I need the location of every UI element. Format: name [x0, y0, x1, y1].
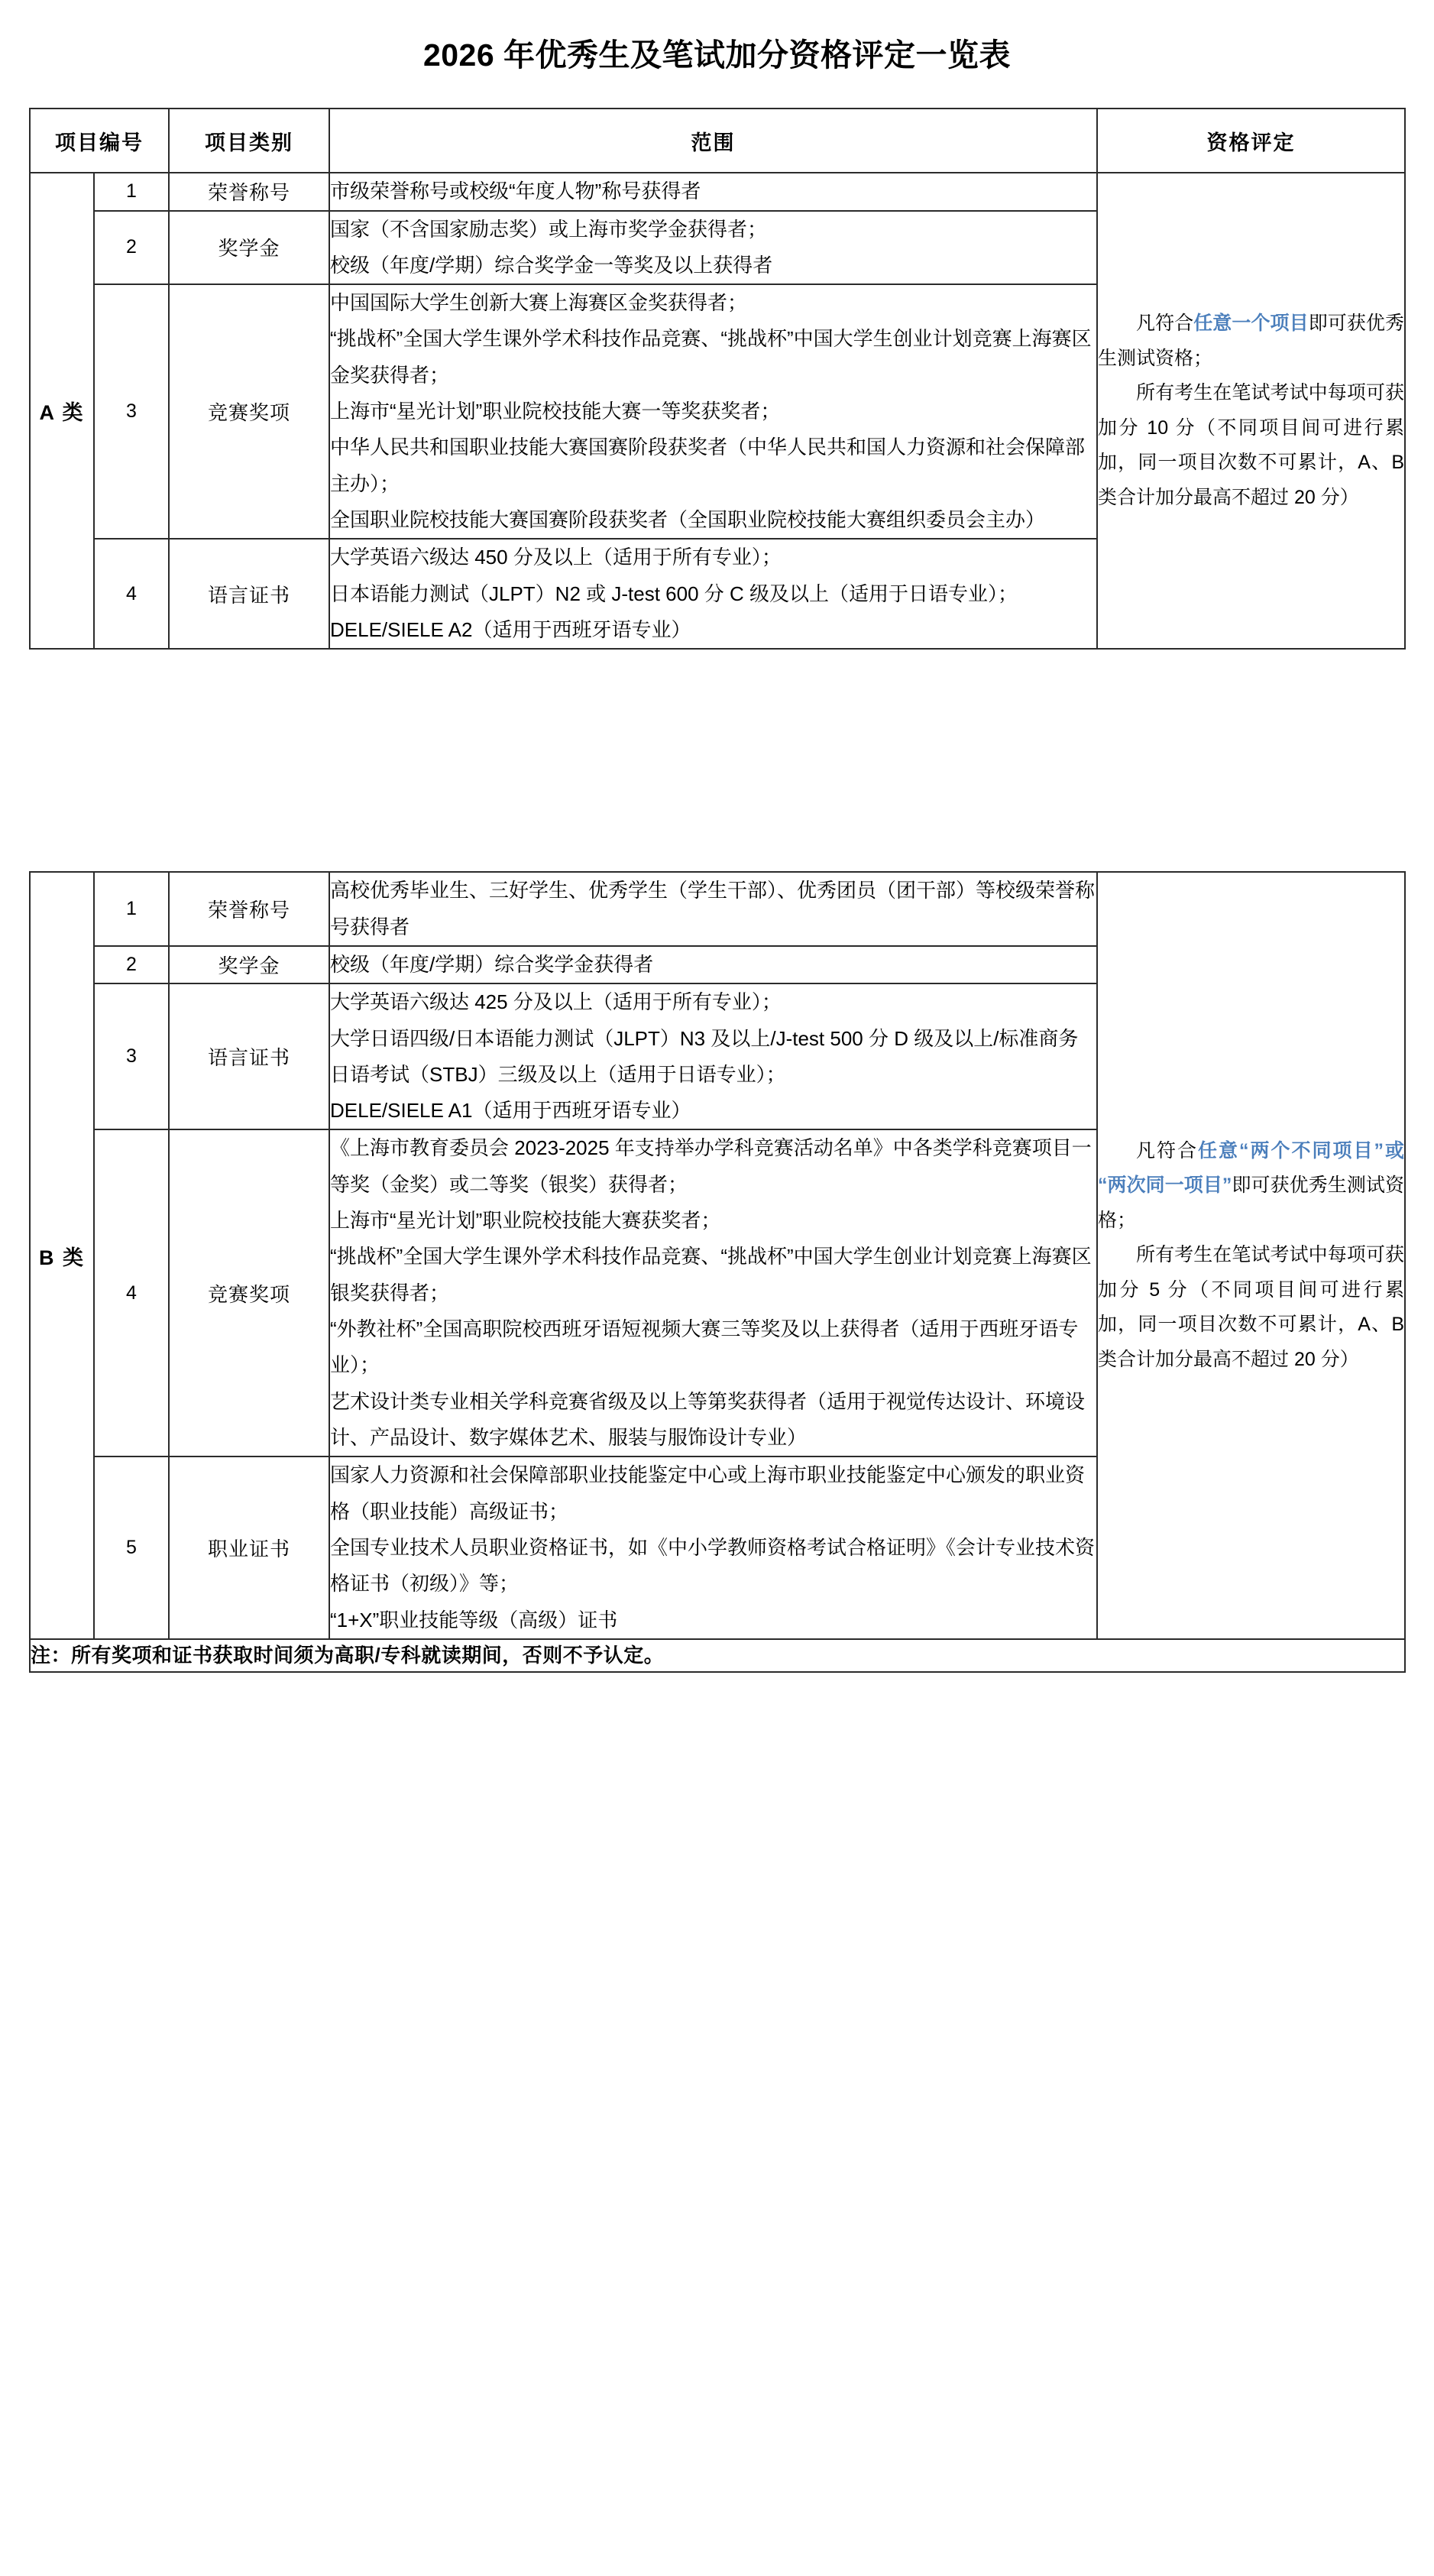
- bottom-spacer: [29, 1673, 1405, 1693]
- row-scope: [329, 872, 1097, 946]
- row-number: 2: [94, 946, 169, 983]
- scope-line: 大学英语六级达 450 分及以上（适用于所有专业）；: [330, 546, 782, 569]
- scope-line: DELE/SIELE A1（适用于西班牙语专业）: [330, 1099, 691, 1123]
- row-scope: [329, 284, 1097, 539]
- scope-line: “挑战杯”全国大学生课外学术科技作品竞赛、“挑战杯”中国大学生创业计划竞赛上海赛区金奖获得者；: [330, 327, 1092, 387]
- plain-text: 凡符合: [1136, 1139, 1198, 1162]
- table-header-row: [30, 109, 1405, 173]
- scope-line: 校级（年度/学期）综合奖学金一等奖及以上获得者: [330, 253, 773, 277]
- qualification-table-a: [29, 108, 1406, 650]
- row-number: 3: [94, 284, 169, 539]
- row-type: 职业证书: [169, 1456, 329, 1639]
- scope-line: 中国国际大学生创新大赛上海赛区金奖获得者；: [330, 291, 748, 315]
- column-header-item-no: 项目编号: [30, 109, 169, 173]
- qualification-table-b: [29, 871, 1406, 1673]
- row-number: 1: [94, 173, 169, 210]
- row-type: 荣誉称号: [169, 872, 329, 946]
- row-number: 1: [94, 872, 169, 946]
- scope-line: 艺术设计类专业相关学科竞赛省级及以上等第奖获得者（适用于视觉传达设计、环境设计、产品设计、数字媒体艺术、服装与服饰设计专业）: [330, 1389, 1086, 1449]
- row-number: 2: [94, 211, 169, 285]
- scope-line: “1+X”职业技能等级（高级）证书: [330, 1608, 618, 1631]
- group-label-a: A 类: [30, 173, 94, 649]
- plain-text: 凡符合: [1136, 313, 1194, 335]
- qualification-b: [1097, 872, 1405, 1639]
- scope-line: 全国职业院校技能大赛国赛阶段获奖者（全国职业院校技能大赛组织委员会主办）: [330, 508, 1046, 531]
- row-type: 语言证书: [169, 983, 329, 1129]
- qualification-paragraph: [1098, 1134, 1404, 1239]
- scope-line: “外教社杯”全国高职院校西班牙语短视频大赛三等奖及以上获得者（适用于西班牙语专业）；: [330, 1317, 1079, 1377]
- row-type: 奖学金: [169, 211, 329, 285]
- row-scope: [329, 211, 1097, 285]
- plain-text: 即可获优秀生测试资格；: [1098, 1175, 1404, 1231]
- scope-line: 校级（年度/学期）综合奖学金获得者: [330, 952, 654, 976]
- qualification-paragraph: [1098, 306, 1404, 376]
- scope-line: 上海市“星光计划”职业院校技能大赛一等奖获奖者；: [330, 400, 781, 423]
- group-label-b: B 类: [30, 872, 94, 1639]
- scope-line: 日本语能力测试（JLPT）N2 或 J-test 600 分 C 级及以上（适用于日语专业）；: [330, 582, 1018, 605]
- scope-line: 全国专业技术人员职业资格证书，如《中小学教师资格考试合格证明》《会计专业技术资格证书（初级）》等；: [330, 1535, 1096, 1596]
- table-row: [30, 872, 1405, 946]
- qualification-paragraph: [1098, 376, 1404, 515]
- scope-line: 市级荣誉称号或校级“年度人物”称号获得者: [330, 180, 701, 203]
- row-scope: [329, 539, 1097, 649]
- plain-text: 即可获优秀生测试资格；: [1098, 313, 1404, 369]
- highlighted-text: 任意“两个不同项目”或“两次同一项目”: [1098, 1139, 1404, 1197]
- scope-line: 国家（不含国家励志奖）或上海市奖学金获得者；: [330, 217, 768, 241]
- row-number: 3: [94, 983, 169, 1129]
- plain-text: 所有考生在笔试考试中每项可获加分 5 分（不同项目间可进行累加，同一项目次数不可累计，A、B 类合计加分最高不超过 20 分）: [1098, 1244, 1404, 1370]
- scope-line: 国家人力资源和社会保障部职业技能鉴定中心或上海市职业技能鉴定中心颁发的职业资格（职业技能）高级证书；: [330, 1463, 1086, 1523]
- footer-note: 注：所有奖项和证书获取时间须为高职/专科就读期间，否则不予认定。: [30, 1639, 1405, 1673]
- scope-line: 大学英语六级达 425 分及以上（适用于所有专业）；: [330, 990, 782, 1014]
- row-type: 奖学金: [169, 946, 329, 983]
- row-scope: [329, 946, 1097, 983]
- row-number: 4: [94, 539, 169, 649]
- column-header-scope: 范围: [329, 109, 1097, 173]
- qualification-a: [1097, 173, 1405, 649]
- page-title: 2026 年优秀生及笔试加分资格评定一览表: [422, 37, 1012, 73]
- row-scope: [329, 983, 1097, 1129]
- scope-line: 高校优秀毕业生、三好学生、优秀学生（学生干部）、优秀团员（团干部）等校级荣誉称号获得者: [330, 879, 1096, 938]
- scope-line: 大学日语四级/日本语能力测试（JLPT）N3 及以上/J-test 500 分 D 级及以上/标准商务日语考试（STBJ）三级及以上（适用于日语专业）；: [330, 1026, 1079, 1086]
- row-scope: [329, 173, 1097, 210]
- footer-note-row: [30, 1639, 1405, 1673]
- row-number: 5: [94, 1456, 169, 1639]
- row-type: 竞赛奖项: [169, 284, 329, 539]
- qualification-paragraph: [1098, 1238, 1404, 1377]
- page-break-gap: [29, 650, 1405, 871]
- scope-line: 中华人民共和国职业技能大赛国赛阶段获奖者（中华人民共和国人力资源和社会保障部主办）；: [330, 436, 1086, 495]
- scope-line: DELE/SIELE A2（适用于西班牙语专业）: [330, 617, 691, 641]
- column-header-qualification: 资格评定: [1097, 109, 1405, 173]
- row-number: 4: [94, 1129, 169, 1456]
- plain-text: 所有考生在笔试考试中每项可获加分 10 分（不同项目间可进行累加，同一项目次数不可累计，A、B 类合计加分最高不超过 20 分）: [1098, 382, 1404, 508]
- column-header-item-type: 项目类别: [169, 109, 329, 173]
- scope-line: “挑战杯”全国大学生课外学术科技作品竞赛、“挑战杯”中国大学生创业计划竞赛上海赛区银奖获得者；: [330, 1245, 1092, 1304]
- row-type: 语言证书: [169, 539, 329, 649]
- table-row: [30, 173, 1405, 210]
- row-type: 竞赛奖项: [169, 1129, 329, 1456]
- scope-line: 《上海市教育委员会 2023-2025 年支持举办学科竞赛活动名单》中各类学科竞赛项目一等奖（金奖）或二等奖（银奖）获得者；: [330, 1136, 1092, 1196]
- scope-line: 上海市“星光计划”职业院校技能大赛获奖者；: [330, 1209, 721, 1233]
- highlighted-text: 任意一个项目: [1193, 313, 1309, 335]
- row-scope: [329, 1129, 1097, 1456]
- row-type: 荣誉称号: [169, 173, 329, 210]
- row-scope: [329, 1456, 1097, 1639]
